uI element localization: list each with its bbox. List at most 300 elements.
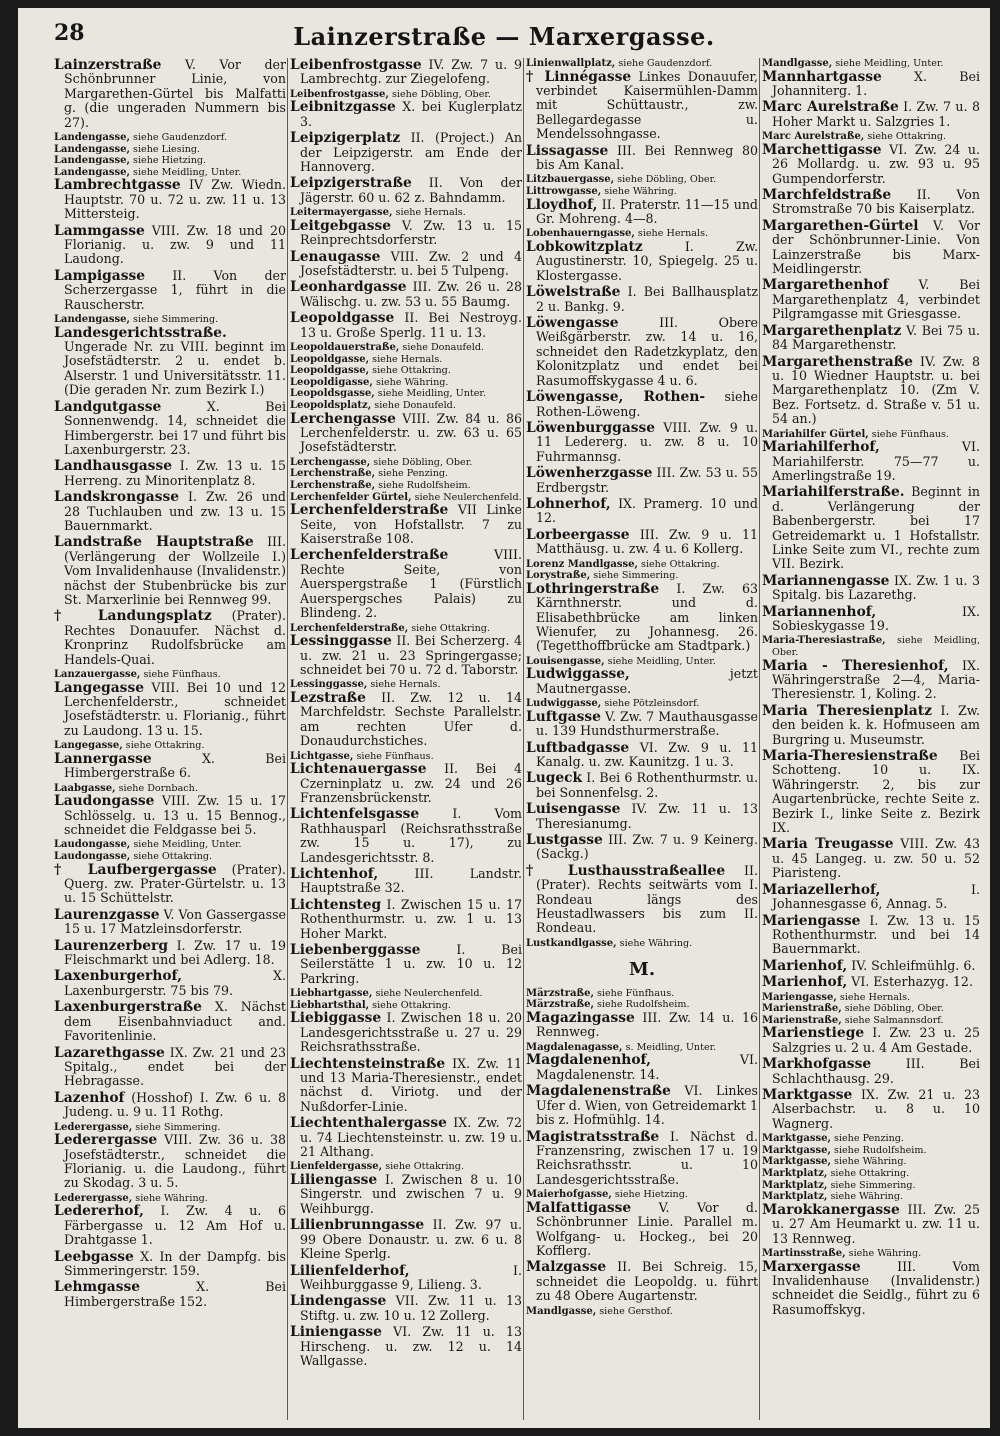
entry-headword: Lichtenfelsgasse bbox=[290, 806, 420, 823]
entry-headword: Lederergasse, bbox=[54, 1121, 133, 1133]
entry-headword: Lederergasse bbox=[54, 1132, 158, 1149]
entry-headword: Lissagasse bbox=[526, 142, 609, 159]
street-entry bbox=[290, 898, 522, 941]
entry-description: II. Bei Nestroyg. 13 u. Große Sperlg. 11 u. 13. bbox=[300, 310, 522, 340]
entry-description: VIII. Rechte Seite, von Auerspergstraße 1 (Fürstlich Auerspergsches Palais) zu Blindeng. 2. bbox=[300, 547, 522, 621]
entry-description: II. Von Stromstraße 70 bis Kaiserplatz. bbox=[772, 187, 980, 217]
entry-description: X. Bei Johanniterg. 1. bbox=[772, 68, 980, 98]
entry-description: I. Zw. 63 Kärnthnerstr. und d. Elisabethbrücke am linken Wienufer, zu Johannesg. 26. (Tegetthoffbrücke am Stadtpark.) bbox=[536, 580, 758, 654]
entry-description: VIII. Bei 10 und 12 Lerchenfelderstr., schneidet Josefstädterstr. u. Florianig., führt zu Laudong. 13 u. 15. bbox=[64, 679, 286, 738]
entry-headword: Leibenfrostgasse, bbox=[290, 88, 389, 100]
entry-description: VI. Magdalenenstr. 14. bbox=[536, 1052, 758, 1082]
cross-reference-entry bbox=[762, 635, 980, 658]
entry-description: siehe Gersthof. bbox=[599, 1305, 673, 1317]
entry-headword: Leibenfrostgasse bbox=[290, 58, 422, 73]
entry-description: siehe Meidling, Unter. bbox=[133, 839, 242, 851]
street-entry bbox=[290, 280, 522, 309]
entry-headword: Leopoldigasse, bbox=[290, 376, 373, 388]
street-entry bbox=[526, 833, 758, 862]
entry-headword: Marienhof, bbox=[762, 974, 848, 991]
entry-description: VIII. Zw. 9 u. 11 Ledererg. u. zw. 8 u. 10 Fuhrmannsg. bbox=[536, 419, 758, 464]
street-entry bbox=[526, 710, 758, 739]
entry-description: I. Zw. 13 u. 15 Rothenthurmstr. und bei 14 Bauernmarkt. bbox=[772, 912, 980, 957]
entry-headword: Lobenhauerngasse, bbox=[526, 228, 635, 240]
entry-headword: Löwelstraße bbox=[526, 284, 621, 301]
entry-headword: Maierhofgasse, bbox=[526, 1189, 612, 1201]
street-entry bbox=[290, 1116, 522, 1159]
entry-description: siehe Penzing. bbox=[378, 468, 449, 480]
entry-headword: Liebhartsthal, bbox=[290, 999, 370, 1011]
entry-headword: Magdalenenhof, bbox=[526, 1052, 651, 1069]
entry-description: V. Vor der Schönbrunner Linie, von Margarethen-Gürtel bis Malfatti g. (die ungeraden Nummern bis 27). bbox=[64, 58, 286, 130]
entry-description: siehe Simmering. bbox=[133, 314, 219, 326]
street-entry bbox=[54, 681, 286, 739]
street-entry bbox=[290, 1218, 522, 1261]
entry-headword: Mariahilferhof, bbox=[762, 439, 880, 456]
street-entry bbox=[762, 914, 980, 957]
street-entry bbox=[54, 459, 286, 488]
street-entry bbox=[526, 1011, 758, 1040]
street-entry bbox=[526, 528, 758, 557]
street-entry bbox=[526, 144, 758, 173]
street-entry bbox=[290, 176, 522, 205]
entry-description: siehe Hernals. bbox=[370, 679, 441, 691]
cross-reference-entry bbox=[762, 1003, 980, 1015]
street-entry bbox=[290, 634, 522, 677]
entry-description: X. Bei Sonnenwendg. 14, schneidet die Himbergerstr. bei 17 und führt bis Laxenburgerstr. 23. bbox=[64, 398, 286, 457]
entry-headword: Liebenberggasse bbox=[290, 942, 421, 958]
street-entry bbox=[54, 269, 286, 312]
entry-headword: Löwengasse bbox=[526, 315, 619, 332]
street-entry bbox=[762, 659, 980, 702]
cross-reference-entry bbox=[526, 174, 758, 186]
entry-description: jetzt Mautnergasse. bbox=[536, 666, 758, 696]
page-header bbox=[18, 12, 990, 52]
entry-headword: Marienstraße, bbox=[762, 1014, 842, 1026]
entry-headword: Leibnitzgasse bbox=[290, 99, 396, 116]
entry-headword: Landhausgasse bbox=[54, 458, 172, 475]
entry-description: siehe Donaufeld. bbox=[374, 400, 456, 412]
entry-description: II. Bei 4 Czerninplatz u. zw. 24 und 26 Franzensbrückenstr. bbox=[300, 761, 522, 805]
street-entry bbox=[762, 1203, 980, 1246]
street-entry bbox=[762, 1260, 980, 1318]
entry-description: III. Vom Invalidenhause (Invalidenstr.) schneidet die Seidlg., führt zu 6 Rasumoffskyg. bbox=[772, 1258, 980, 1317]
entry-description: X. Nächst dem Eisenbahnviaduct and. Favoritenlinie. bbox=[64, 999, 286, 1044]
street-entry bbox=[54, 400, 286, 458]
street-entry bbox=[762, 574, 980, 603]
entry-description: II. Bei Schreig. 15, schneidet die Leopoldg. u. führt zu 48 Obere Augartenstr. bbox=[536, 1259, 758, 1304]
entry-description: I. Zw. 13 u. 15 Herreng. zu Minoritenplatz 8. bbox=[64, 458, 286, 488]
entry-headword: Mandlgasse, bbox=[762, 58, 833, 69]
entry-headword: † Landungsplatz bbox=[54, 608, 212, 625]
entry-headword: Ludwiggasse, bbox=[526, 666, 630, 683]
entry-description: siehe Ottakring. bbox=[372, 999, 451, 1011]
street-entry bbox=[54, 863, 286, 906]
entry-headword: Lustgasse bbox=[526, 832, 603, 849]
cross-reference-entry bbox=[762, 1156, 980, 1168]
entry-headword: Mariazellerhof, bbox=[762, 881, 881, 898]
entry-description: I. Nächst d. Franzensring, zwischen 17 u. 19 Reichsrathsstr. u. 10 Landesgerichtsstraße. bbox=[536, 1128, 758, 1187]
entry-description: IV Zw. Wiedn. Hauptstr. 70 u. 72 u. zw. 11 u. 13 Mittersteig. bbox=[64, 177, 286, 222]
street-entry bbox=[290, 100, 522, 129]
street-entry bbox=[54, 1091, 286, 1120]
street-entry bbox=[54, 1280, 286, 1309]
entry-headword: Lerchenfelder Gürtel, bbox=[290, 491, 412, 503]
entry-headword: † Lusthausstraßeallee bbox=[526, 862, 726, 879]
entry-headword: Margarethen-Gürtel bbox=[762, 217, 919, 234]
street-entry bbox=[762, 605, 980, 634]
street-entry bbox=[54, 1046, 286, 1089]
entry-description: I. Vom Rathhausparl (Reichsrathsstraße zw. 15 u. 17), zu Landesgerichtsstr. 8. bbox=[300, 806, 522, 865]
entry-headword: Martinsstraße, bbox=[762, 1247, 846, 1259]
entry-headword: Laurenzgasse bbox=[54, 906, 160, 923]
street-entry bbox=[526, 864, 758, 936]
entry-description: siehe Donaufeld. bbox=[402, 342, 485, 354]
entry-headword: Marokkanergasse bbox=[762, 1201, 900, 1218]
entry-headword: Laabgasse, bbox=[54, 782, 116, 794]
entry-description: VIII. Zw. 15 u. 17 Schlösselg. u. 13 u. 15 Bennog., schneidet die Feldgasse bei 5. bbox=[64, 793, 286, 838]
entry-headword: Lichtenhof, bbox=[290, 865, 379, 882]
street-entry bbox=[526, 198, 758, 227]
street-entry bbox=[290, 131, 522, 174]
entry-headword: Lehmgasse bbox=[54, 1279, 141, 1296]
street-entry bbox=[290, 412, 522, 455]
entry-headword: Lederergasse, bbox=[54, 1192, 133, 1204]
entry-description: V. Vor der Schönbrunner-Linie. Von Lainzerstraße bis Marx-Meidlingerstr. bbox=[772, 217, 980, 277]
entry-description: IX. Zw. 1 u. 3 Spitalg. bis Lazarethg. bbox=[772, 572, 980, 603]
entry-description: siehe Simmering. bbox=[593, 570, 679, 582]
entry-headword: Lilienbrunngasse bbox=[290, 1217, 425, 1234]
entry-headword: Leopoldgasse, bbox=[290, 365, 370, 377]
entry-description: VI. Mariahilferstr. 75—77 u. Amerlingstraße 19. bbox=[772, 439, 980, 483]
street-entry bbox=[526, 802, 758, 831]
entry-description: siehe Döbling, Ober. bbox=[617, 174, 717, 186]
entry-headword: Malzgasse bbox=[526, 1259, 607, 1276]
entry-description: IX. Sobieskygasse 19. bbox=[772, 603, 980, 633]
entry-headword: Mariahilferstraße. bbox=[762, 484, 905, 501]
entry-headword: Lannergasse bbox=[54, 750, 152, 767]
cross-reference-entry bbox=[526, 938, 758, 950]
entry-description: siehe Währing. bbox=[830, 1191, 904, 1203]
street-entry bbox=[290, 762, 522, 805]
entry-headword: Leopoldgasse bbox=[290, 310, 395, 327]
entry-headword: Lorbeergasse bbox=[526, 526, 630, 543]
entry-headword: Lienfeldergasse, bbox=[290, 1161, 383, 1173]
street-entry bbox=[290, 807, 522, 865]
entry-description: IX. Zw. 21 und 23 Spitalg., endet bei der Hebragasse. bbox=[64, 1044, 286, 1089]
entry-description: X. Laxenburgerstr. 75 bis 79. bbox=[64, 968, 286, 998]
column-1 bbox=[54, 58, 286, 1420]
entry-headword: Mariengasse, bbox=[762, 991, 837, 1003]
street-entry bbox=[290, 1173, 522, 1216]
street-entry bbox=[526, 497, 758, 526]
entry-description: III. Zw. 26 u. 28 Wälischg. u. zw. 53 u. 55 Baumg. bbox=[300, 279, 522, 309]
street-entry bbox=[762, 324, 980, 353]
entry-description: siehe Gaudenzdorf. bbox=[618, 58, 713, 69]
entry-description: II. Zw. 12 u. 14 Marchfeldstr. Sechste Parallelstr. am rechten Ufer d. Donaudurchstiches. bbox=[300, 689, 522, 749]
entry-description: siehe Neulerchenfeld. bbox=[414, 491, 522, 503]
entry-description: siehe Ottakring. bbox=[372, 365, 451, 377]
street-entry bbox=[290, 1294, 522, 1323]
entry-headword: Lugeck bbox=[526, 770, 583, 787]
entry-headword: † Linnégasse bbox=[526, 68, 632, 85]
entry-headword: Landengasse, bbox=[54, 132, 130, 144]
entry-description: X. bei Kuglerplatz 3. bbox=[300, 99, 522, 129]
street-entry bbox=[526, 1260, 758, 1303]
entry-description: siehe Liesing. bbox=[133, 143, 201, 155]
entry-headword: Liliengasse bbox=[290, 1172, 378, 1189]
entry-description: II. Praterstr. 11—15 und Gr. Mohreng. 4—8. bbox=[536, 196, 758, 227]
entry-headword: Lenaugasse bbox=[290, 248, 381, 265]
entry-description: I. Johannesgasse 6, Annag. 5. bbox=[772, 881, 980, 912]
entry-description: s. Meidling, Unter. bbox=[625, 1041, 717, 1053]
entry-description: VI. Esterhazyg. 12. bbox=[851, 974, 973, 990]
entry-description: siehe Meidling, Ober. bbox=[772, 635, 980, 658]
entry-description: siehe Währing. bbox=[834, 1156, 907, 1168]
street-entry bbox=[526, 741, 758, 770]
entry-description: I. Zw. Augustinerstr. 10, Spiegelg. 25 u. Klostergasse. bbox=[536, 239, 758, 283]
street-entry bbox=[54, 1133, 286, 1191]
entry-description: siehe Rudolfsheim. bbox=[834, 1144, 927, 1156]
entry-description: II. Zw. 97 u. 99 Obere Donaustr. u. zw. 6 u. 8 Kleine Sperlg. bbox=[300, 1217, 522, 1262]
street-entry bbox=[54, 490, 286, 533]
entry-description: (Prater). Rechtes Donauufer. Nächst d. Kronprinz Rudolfsbrücke am Handels-Quai. bbox=[64, 608, 286, 667]
entry-headword: Maria Treugasse bbox=[762, 836, 894, 853]
street-entry bbox=[526, 582, 758, 654]
entry-description: (Prater). Querg. zw. Prater-Gürtelstr. u. 13 u. 15 Schüttelstr. bbox=[64, 861, 286, 906]
cross-reference-entry bbox=[762, 1180, 980, 1192]
entry-description: siehe Penzing. bbox=[834, 1133, 904, 1145]
cross-reference-entry bbox=[54, 144, 286, 156]
street-entry bbox=[526, 466, 758, 495]
entry-description: I. Zw. 17 u. 19 Fleischmarkt und bei Adlerg. 18. bbox=[64, 937, 286, 968]
cross-reference-entry bbox=[54, 132, 286, 144]
entry-description: siehe Rudolfsheim. bbox=[597, 999, 690, 1011]
entry-headword: Lambrechtgasse bbox=[54, 177, 181, 194]
entry-description: siehe Rudolfsheim. bbox=[378, 480, 471, 492]
street-entry bbox=[54, 326, 286, 398]
entry-headword: Magazingasse bbox=[526, 1010, 635, 1027]
entry-headword: Laxenburgerhof, bbox=[54, 968, 182, 985]
entry-headword: Liechtenthalergasse bbox=[290, 1115, 447, 1132]
street-entry bbox=[290, 311, 522, 340]
entry-description: III. Bei Rennweg 80 bis Am Kanal. bbox=[536, 142, 758, 173]
cross-reference-entry bbox=[762, 1168, 980, 1180]
street-entry bbox=[762, 278, 980, 321]
entry-description: I. Zwischen 15 u. 17 Rothenthurmstr. u. zw. 1 u. 13 Hoher Markt. bbox=[300, 896, 522, 941]
column-4 bbox=[762, 58, 980, 1420]
entry-headword: Lorystraße, bbox=[526, 570, 591, 582]
entry-headword: Landengasse, bbox=[54, 166, 130, 178]
street-entry bbox=[54, 58, 286, 130]
entry-headword: Marxergasse bbox=[762, 1258, 861, 1275]
entry-description: IX. Währingerstraße 2—4, Maria-Theresienstr. 1, Koling. 2. bbox=[772, 657, 980, 702]
street-entry bbox=[762, 704, 980, 747]
entry-headword: Landgutgasse bbox=[54, 398, 162, 415]
entry-description: siehe Pötzleinsdorf. bbox=[604, 698, 700, 710]
entry-description: III. Bei Schlachthausg. 29. bbox=[772, 1056, 980, 1086]
entry-headword: Liechtensteinstraße bbox=[290, 1055, 446, 1072]
entry-headword: Lichtenauergasse bbox=[290, 761, 427, 778]
entry-headword: Mariannengasse bbox=[762, 572, 890, 589]
entry-description: I. Bei 6 Rothenthurmstr. u. bei Sonnenfelsg. 2. bbox=[536, 770, 758, 800]
entry-description: I. Zw. den beiden k. k. Hofmuseen am Burgring u. Museumstr. bbox=[772, 702, 980, 747]
entry-headword: Leopoldsplatz, bbox=[290, 400, 372, 412]
cross-reference-entry bbox=[526, 1306, 758, 1318]
entry-description: siehe Ottakring. bbox=[830, 1167, 910, 1179]
entry-description: IV. Schleifmühlg. 6. bbox=[851, 957, 976, 973]
cross-reference-entry bbox=[290, 457, 522, 469]
cross-reference-entry bbox=[290, 480, 522, 492]
entry-description: siehe Meidling, Unter. bbox=[607, 655, 716, 667]
entry-description: I. Zw. 4 u. 6 Färbergasse u. 12 Am Hof u. Drahtgasse 1. bbox=[64, 1203, 286, 1248]
entry-description: IX. Zw. 72 u. 74 Liechtensteinstr. u. zw. 19 u. 21 Althang. bbox=[300, 1115, 522, 1160]
street-entry bbox=[54, 1204, 286, 1247]
entry-headword: Marienhof, bbox=[762, 957, 848, 974]
entry-headword: Lichtensteg bbox=[290, 896, 382, 913]
entry-headword: Landskrongasse bbox=[54, 489, 180, 506]
street-entry bbox=[54, 908, 286, 937]
entry-description: VI. Zw. 11 u. 13 Hirscheng. u. zw. 12 u. 14 Wallgasse. bbox=[300, 1324, 522, 1368]
street-entry bbox=[54, 609, 286, 667]
entry-headword: Landengasse, bbox=[54, 314, 130, 326]
cross-reference-entry bbox=[290, 354, 522, 366]
entry-description: siehe Hietzing. bbox=[614, 1189, 688, 1201]
entry-description: III. Landstr. Hauptstraße 32. bbox=[300, 865, 522, 896]
cross-reference-entry bbox=[54, 839, 286, 851]
entry-description: I. Zwischen 8 u. 10 Singerstr. und zwischen 7 u. 9 Weihburgg. bbox=[300, 1172, 522, 1216]
entry-headword: Magistratsstraße bbox=[526, 1128, 660, 1145]
entry-headword: Langegasse bbox=[54, 679, 144, 696]
entry-description: VIII. Zw. 43 u. 45 Langeg. u. zw. 50 u. 52 Piaristeng. bbox=[772, 836, 980, 881]
street-entry bbox=[290, 548, 522, 620]
entry-headword: Landesgerichtsstraße. bbox=[54, 324, 227, 341]
entry-headword: Marchettigasse bbox=[762, 141, 882, 158]
entry-headword: Laxenburgerstraße bbox=[54, 999, 202, 1016]
entry-description: IX. Pramerg. 10 und 12. bbox=[536, 495, 758, 526]
entry-headword: Lazarethgasse bbox=[54, 1044, 165, 1061]
entry-headword: Linienwallplatz, bbox=[526, 58, 616, 69]
entry-description: siehe Ottakring. bbox=[641, 558, 720, 570]
entry-headword: Lerchenstraße, bbox=[290, 468, 376, 480]
entry-headword: Lilienfelderhof, bbox=[290, 1262, 410, 1279]
entry-headword: Leonhardgasse bbox=[290, 279, 407, 296]
entry-headword: Magdalenenstraße bbox=[526, 1083, 671, 1100]
entry-description: siehe Fünfhaus. bbox=[356, 750, 434, 762]
entry-headword: Mannhartgasse bbox=[762, 68, 882, 85]
cross-reference-entry bbox=[290, 365, 522, 377]
street-entry bbox=[290, 1264, 522, 1293]
column-2 bbox=[290, 58, 522, 1420]
entry-headword: Marktgasse, bbox=[762, 1133, 831, 1145]
entry-description: siehe Döbling, Ober. bbox=[844, 1003, 944, 1015]
entry-headword: Maria-Theresienstraße bbox=[762, 748, 938, 765]
street-entry bbox=[762, 1026, 980, 1055]
cross-reference-entry bbox=[290, 377, 522, 389]
entry-headword: Märzstraße, bbox=[526, 987, 594, 999]
street-entry bbox=[526, 421, 758, 464]
entry-description: III. (Verlängerung der Wollzeile I.) Vom Invalidenhause (Invalidenstr.) nächst der Stubenbrücke bis zur St. Marxerlinie bei Rennweg 99. bbox=[64, 534, 286, 607]
street-entry bbox=[526, 1130, 758, 1188]
entry-description: X. Bei Himbergerstraße 152. bbox=[64, 1279, 286, 1309]
street-entry bbox=[526, 667, 758, 696]
entry-description: VI. Zw. 9 u. 11 Kanalg. u. zw. Kaunitzg. 1 u. 3. bbox=[536, 739, 758, 769]
entry-headword: Marienstraße, bbox=[762, 1003, 842, 1015]
street-entry bbox=[526, 1053, 758, 1082]
entry-description: VIII. Zw. 18 und 20 Florianig. u. zw. 9 und 11 Laudong. bbox=[64, 222, 286, 267]
entry-headword: Maria - Theresienhof, bbox=[762, 657, 949, 674]
street-entry bbox=[762, 837, 980, 880]
directory-page bbox=[18, 8, 990, 1428]
entry-description: VII. Zw. 11 u. 13 Stiftg. u. zw. 10 u. 12 Zollerg. bbox=[300, 1293, 522, 1323]
street-entry bbox=[762, 100, 980, 129]
entry-headword: Margarethenhof bbox=[762, 277, 889, 294]
entry-description: I. Zw. 7 u. 8 Hoher Markt u. Salzgries 1. bbox=[772, 99, 980, 129]
entry-headword: Leipzigerplatz bbox=[290, 130, 401, 147]
entry-headword: Liebiggasse bbox=[290, 1010, 382, 1027]
entry-headword: Lezstraße bbox=[290, 689, 366, 706]
entry-description: siehe Fünfhaus. bbox=[597, 987, 675, 999]
entry-headword: Löwengasse, Rothen- bbox=[526, 389, 706, 406]
entry-description: siehe Währing. bbox=[135, 1192, 208, 1204]
entry-headword: Marktplatz, bbox=[762, 1191, 828, 1203]
column-divider bbox=[759, 58, 760, 1420]
entry-headword: Lohnerhof, bbox=[526, 495, 611, 512]
entry-description: siehe Meidling, Unter. bbox=[835, 58, 944, 69]
entry-headword: Margarethenstraße bbox=[762, 353, 913, 370]
street-entry bbox=[762, 355, 980, 427]
entry-headword: Ludwiggasse, bbox=[526, 698, 602, 710]
entry-description: IX. Zw. 21 u. 23 Alserbachstr. u. 8 u. 10 Wagnerg. bbox=[772, 1086, 980, 1131]
street-entry bbox=[290, 1057, 522, 1115]
entry-headword: Lanzauergasse, bbox=[54, 669, 141, 680]
entry-description: I. Zwischen 18 u. 20 Landesgerichtsstraße u. 27 u. 29 Reichsrathsstraße. bbox=[300, 1010, 522, 1055]
entry-description: IX. Zw. 11 und 13 Maria-Theresienstr., endet nächst d. Viriotg. und der Nußdorfer-Linie. bbox=[300, 1055, 522, 1114]
entry-headword: Mariannenhof, bbox=[762, 603, 877, 620]
entry-description: IV. Zw. 8 u. 10 Wiedner Hauptstr. u. bei Margarethenplatz 10. (Zm V. Bez. Fortsetz. d. Straße v. 51 u. 54 an.) bbox=[772, 353, 980, 427]
entry-headword: Lazenhof bbox=[54, 1089, 125, 1106]
street-entry bbox=[290, 1325, 522, 1368]
entry-headword: Mandlgasse, bbox=[526, 1305, 597, 1317]
entry-headword: Liniengasse bbox=[290, 1324, 382, 1341]
entry-headword: † Laufbergergasse bbox=[54, 861, 217, 878]
street-entry bbox=[762, 959, 980, 973]
street-entry bbox=[762, 749, 980, 835]
entry-description: VII Linke Seite, von Hofstallstr. 7 zu Kaiserstraße 108. bbox=[300, 502, 522, 547]
street-entry bbox=[762, 975, 980, 989]
entry-description: siehe Fünfhaus. bbox=[143, 669, 221, 680]
entry-headword: Märzstraße, bbox=[526, 999, 594, 1011]
entry-headword: Marktplatz, bbox=[762, 1167, 828, 1179]
entry-description: II. (Project.) An der Leipzigerstr. am Ende der Hannoverg. bbox=[300, 130, 522, 175]
street-entry bbox=[290, 250, 522, 279]
column-divider bbox=[523, 58, 524, 1420]
entry-description: IV. Zw. 7 u. 9 Lambrechtg. zur Ziegelofeng. bbox=[300, 58, 522, 87]
entry-description: I. Bei Ballhausplatz 2 u. Bankg. 9. bbox=[536, 284, 758, 314]
entry-headword: Luisengasse bbox=[526, 801, 621, 818]
street-entry bbox=[290, 219, 522, 248]
street-entry bbox=[526, 240, 758, 283]
entry-description: V. Vor d. Schönbrunner Linie. Parallel m. Wolfgang- u. Hockeg., bei 20 Kofflerg. bbox=[536, 1199, 758, 1258]
entry-headword: Langegasse, bbox=[54, 740, 123, 752]
entry-headword: Malfattigasse bbox=[526, 1199, 632, 1216]
street-entry bbox=[762, 70, 980, 99]
entry-description: V. Bei 75 u. 84 Margarethenstr. bbox=[772, 322, 980, 353]
street-entry bbox=[54, 752, 286, 781]
entry-description: siehe Fünfhaus. bbox=[871, 428, 949, 440]
entry-description: VI. Zw. 24 u. 26 Mollardg. u. zw. 93 u. 95 Gumpendorferstr. bbox=[772, 141, 980, 186]
entry-description: siehe Simmering. bbox=[830, 1179, 916, 1191]
